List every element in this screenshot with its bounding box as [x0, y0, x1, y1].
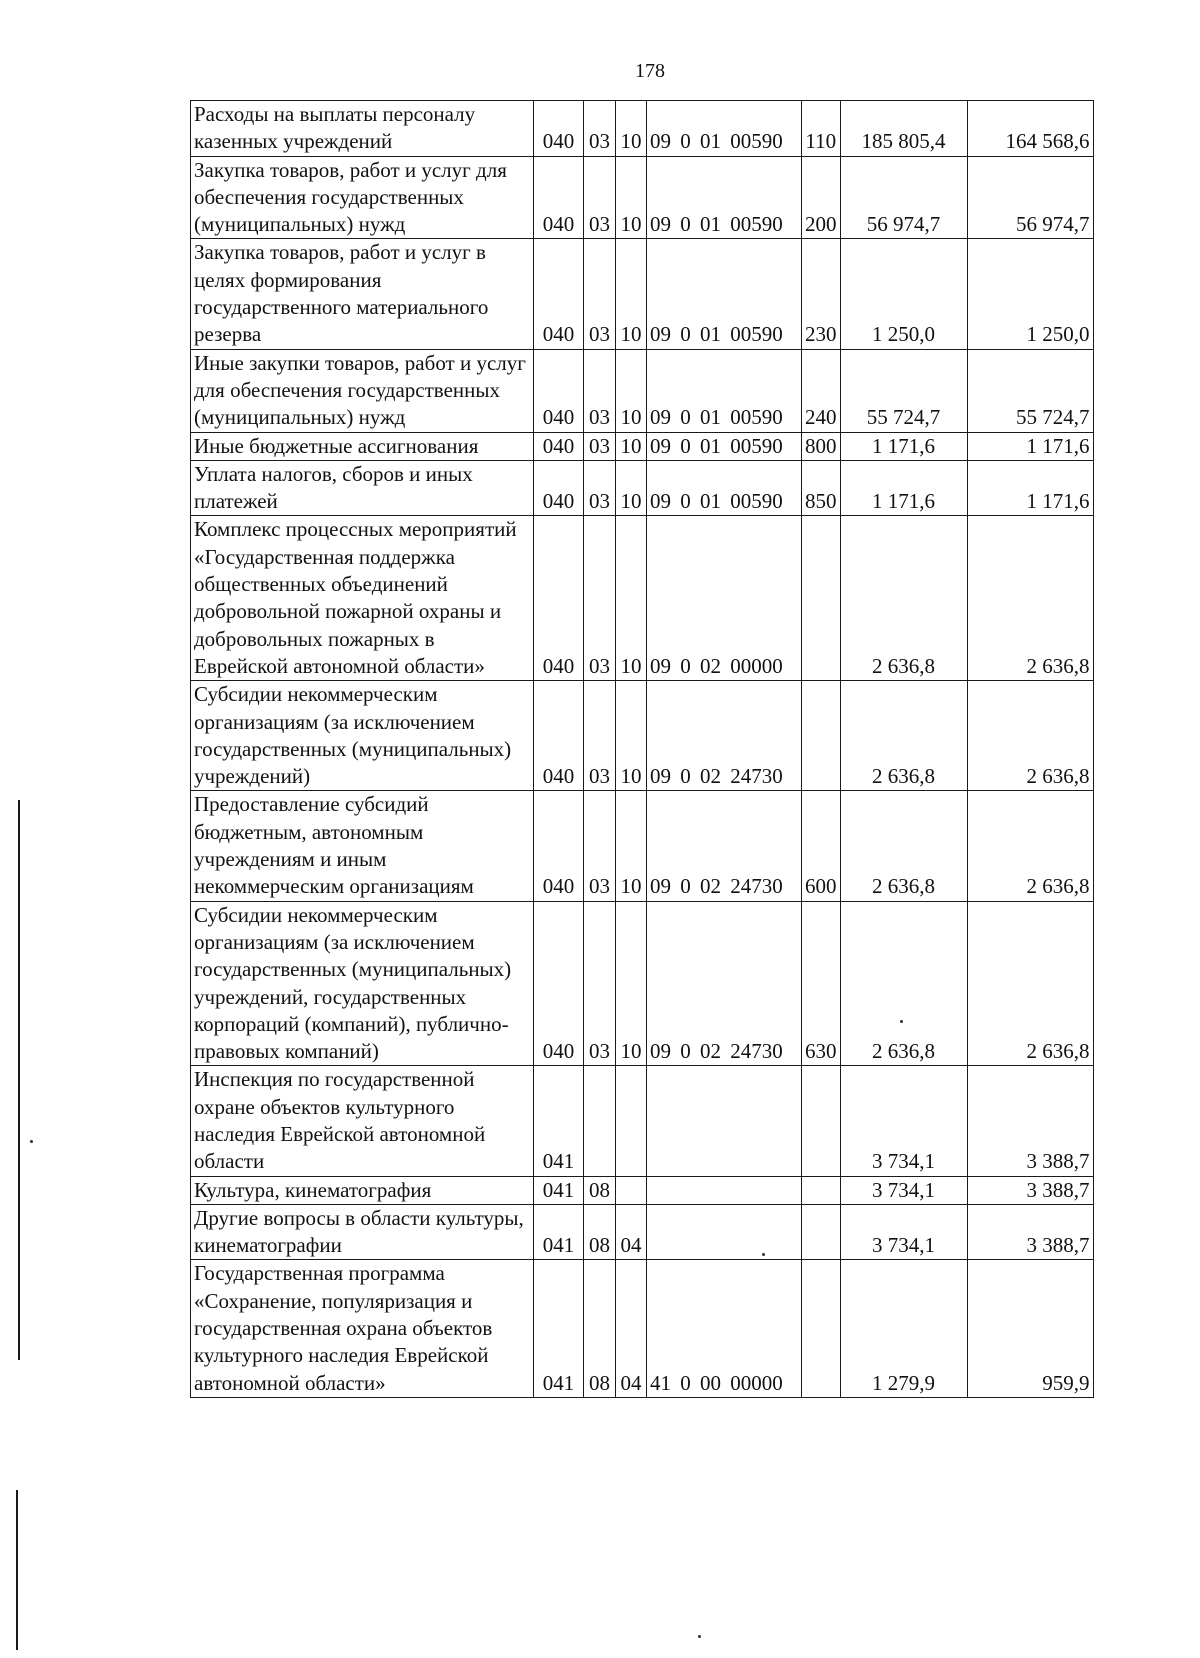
row-amount-year-2: 3 388,7 [967, 1066, 1093, 1176]
row-name: Другие вопросы в области культуры, кинематографии [191, 1204, 534, 1260]
row-name: Иные бюджетные ассигнования [191, 432, 534, 460]
scan-speck [30, 1140, 33, 1143]
scan-margin-line [18, 800, 20, 1360]
budget-table [190, 100, 1094, 1398]
row-amount-year-2: 3 388,7 [967, 1204, 1093, 1260]
row-amount-year-1: 56 974,7 [840, 156, 967, 239]
row-gov-code: 041 [534, 1176, 584, 1204]
row-gov-code: 040 [534, 432, 584, 460]
row-target-code: 41 0 00 00000 [647, 1260, 802, 1397]
row-gov-code: 040 [534, 901, 584, 1066]
row-gov-code: 040 [534, 681, 584, 791]
row-section-code: 03 [584, 432, 616, 460]
scan-speck [762, 1253, 765, 1256]
row-expense-type-code: 230 [802, 239, 841, 349]
row-subsection-code: 04 [616, 1260, 647, 1397]
row-gov-code: 040 [534, 460, 584, 516]
row-amount-year-1: 2 636,8 [840, 791, 967, 901]
page-number: 178 [635, 60, 665, 82]
row-amount-year-2: 959,9 [967, 1260, 1093, 1397]
row-section-code: 08 [584, 1260, 616, 1397]
row-amount-year-1: 55 724,7 [840, 349, 967, 432]
row-subsection-code: 10 [616, 156, 647, 239]
row-expense-type-code: 600 [802, 791, 841, 901]
row-expense-type-code: 200 [802, 156, 841, 239]
row-target-code: 09 0 01 00590 [647, 460, 802, 516]
table-row [191, 516, 1094, 681]
row-subsection-code: 10 [616, 349, 647, 432]
row-expense-type-code [802, 681, 841, 791]
table-row [191, 791, 1094, 901]
row-target-code: 09 0 02 24730 [647, 681, 802, 791]
row-amount-year-2: 1 250,0 [967, 239, 1093, 349]
row-subsection-code: 10 [616, 101, 647, 157]
row-section-code [584, 1066, 616, 1176]
row-amount-year-2: 1 171,6 [967, 432, 1093, 460]
row-gov-code: 040 [534, 791, 584, 901]
row-target-code: 09 0 01 00590 [647, 432, 802, 460]
row-amount-year-2: 2 636,8 [967, 901, 1093, 1066]
row-expense-type-code: 630 [802, 901, 841, 1066]
row-amount-year-2: 3 388,7 [967, 1176, 1093, 1204]
row-subsection-code: 10 [616, 791, 647, 901]
row-expense-type-code [802, 1204, 841, 1260]
row-target-code [647, 1176, 802, 1204]
row-name: Культура, кинематография [191, 1176, 534, 1204]
row-amount-year-2: 2 636,8 [967, 681, 1093, 791]
row-expense-type-code: 850 [802, 460, 841, 516]
row-target-code: 09 0 01 00590 [647, 101, 802, 157]
table-row [191, 239, 1094, 349]
row-section-code: 08 [584, 1176, 616, 1204]
row-name: Инспекция по государственной охране объектов культурного наследия Еврейской автономной области [191, 1066, 534, 1176]
row-expense-type-code [802, 1066, 841, 1176]
row-section-code: 03 [584, 460, 616, 516]
row-target-code [647, 1204, 802, 1260]
row-name: Комплекс процессных мероприятий «Государственная поддержка общественных объединений добровольной пожарной охраны и добровольных пожарных в Еврейской автономной области» [191, 516, 534, 681]
table-row [191, 349, 1094, 432]
row-amount-year-1: 1 171,6 [840, 460, 967, 516]
row-name: Субсидии некоммерческим организациям (за исключением государственных (муниципальных) учреждений, государственных корпораций (компаний), публично-правовых компаний) [191, 901, 534, 1066]
scan-speck [900, 1020, 903, 1023]
table-row [191, 1066, 1094, 1176]
row-subsection-code: 10 [616, 432, 647, 460]
row-subsection-code: 10 [616, 901, 647, 1066]
row-target-code: 09 0 01 00590 [647, 156, 802, 239]
row-amount-year-1: 1 171,6 [840, 432, 967, 460]
row-expense-type-code [802, 516, 841, 681]
table-row [191, 460, 1094, 516]
row-name: Закупка товаров, работ и услуг в целях формирования государственного материального резерва [191, 239, 534, 349]
row-amount-year-2: 164 568,6 [967, 101, 1093, 157]
row-gov-code: 041 [534, 1066, 584, 1176]
table-row [191, 432, 1094, 460]
row-amount-year-2: 1 171,6 [967, 460, 1093, 516]
row-expense-type-code: 240 [802, 349, 841, 432]
row-name: Расходы на выплаты персоналу казенных учреждений [191, 101, 534, 157]
row-gov-code: 040 [534, 239, 584, 349]
row-subsection-code [616, 1176, 647, 1204]
row-name: Уплата налогов, сборов и иных платежей [191, 460, 534, 516]
row-target-code [647, 1066, 802, 1176]
table-row [191, 1176, 1094, 1204]
row-name: Субсидии некоммерческим организациям (за исключением государственных (муниципальных) учреждений) [191, 681, 534, 791]
row-subsection-code: 10 [616, 239, 647, 349]
row-subsection-code: 04 [616, 1204, 647, 1260]
table-row [191, 901, 1094, 1066]
row-section-code: 03 [584, 349, 616, 432]
row-name: Иные закупки товаров, работ и услуг для обеспечения государственных (муниципальных) нужд [191, 349, 534, 432]
row-target-code: 09 0 01 00590 [647, 349, 802, 432]
row-section-code: 03 [584, 101, 616, 157]
row-amount-year-1: 2 636,8 [840, 901, 967, 1066]
row-section-code: 08 [584, 1204, 616, 1260]
row-expense-type-code: 110 [802, 101, 841, 157]
row-expense-type-code [802, 1260, 841, 1397]
table-row [191, 1204, 1094, 1260]
row-name: Предоставление субсидий бюджетным, автономным учреждениям и иным некоммерческим организациям [191, 791, 534, 901]
row-section-code: 03 [584, 239, 616, 349]
row-gov-code: 040 [534, 349, 584, 432]
row-gov-code: 041 [534, 1260, 584, 1397]
row-amount-year-2: 2 636,8 [967, 791, 1093, 901]
row-target-code: 09 0 01 00590 [647, 239, 802, 349]
row-section-code: 03 [584, 901, 616, 1066]
row-section-code: 03 [584, 516, 616, 681]
row-section-code: 03 [584, 791, 616, 901]
table-row [191, 101, 1094, 157]
table-row [191, 156, 1094, 239]
row-gov-code: 040 [534, 156, 584, 239]
row-target-code: 09 0 02 24730 [647, 901, 802, 1066]
row-amount-year-1: 3 734,1 [840, 1204, 967, 1260]
row-expense-type-code [802, 1176, 841, 1204]
row-amount-year-1: 185 805,4 [840, 101, 967, 157]
row-amount-year-1: 2 636,8 [840, 681, 967, 791]
row-subsection-code: 10 [616, 681, 647, 791]
row-subsection-code [616, 1066, 647, 1176]
row-section-code: 03 [584, 681, 616, 791]
row-amount-year-2: 2 636,8 [967, 516, 1093, 681]
row-gov-code: 041 [534, 1204, 584, 1260]
budget-table-body [191, 101, 1094, 1398]
row-amount-year-1: 2 636,8 [840, 516, 967, 681]
row-target-code: 09 0 02 00000 [647, 516, 802, 681]
row-name: Закупка товаров, работ и услуг для обеспечения государственных (муниципальных) нужд [191, 156, 534, 239]
table-row [191, 681, 1094, 791]
row-gov-code: 040 [534, 101, 584, 157]
row-expense-type-code: 800 [802, 432, 841, 460]
row-target-code: 09 0 02 24730 [647, 791, 802, 901]
row-section-code: 03 [584, 156, 616, 239]
scan-margin-line [16, 1490, 18, 1650]
scan-speck [698, 1635, 701, 1638]
row-name: Государственная программа «Сохранение, популяризация и государственная охрана объектов культурного наследия Еврейской автономной области» [191, 1260, 534, 1397]
row-amount-year-2: 56 974,7 [967, 156, 1093, 239]
row-amount-year-1: 1 250,0 [840, 239, 967, 349]
row-gov-code: 040 [534, 516, 584, 681]
table-row [191, 1260, 1094, 1397]
row-subsection-code: 10 [616, 460, 647, 516]
row-subsection-code: 10 [616, 516, 647, 681]
row-amount-year-2: 55 724,7 [967, 349, 1093, 432]
row-amount-year-1: 1 279,9 [840, 1260, 967, 1397]
row-amount-year-1: 3 734,1 [840, 1176, 967, 1204]
row-amount-year-1: 3 734,1 [840, 1066, 967, 1176]
